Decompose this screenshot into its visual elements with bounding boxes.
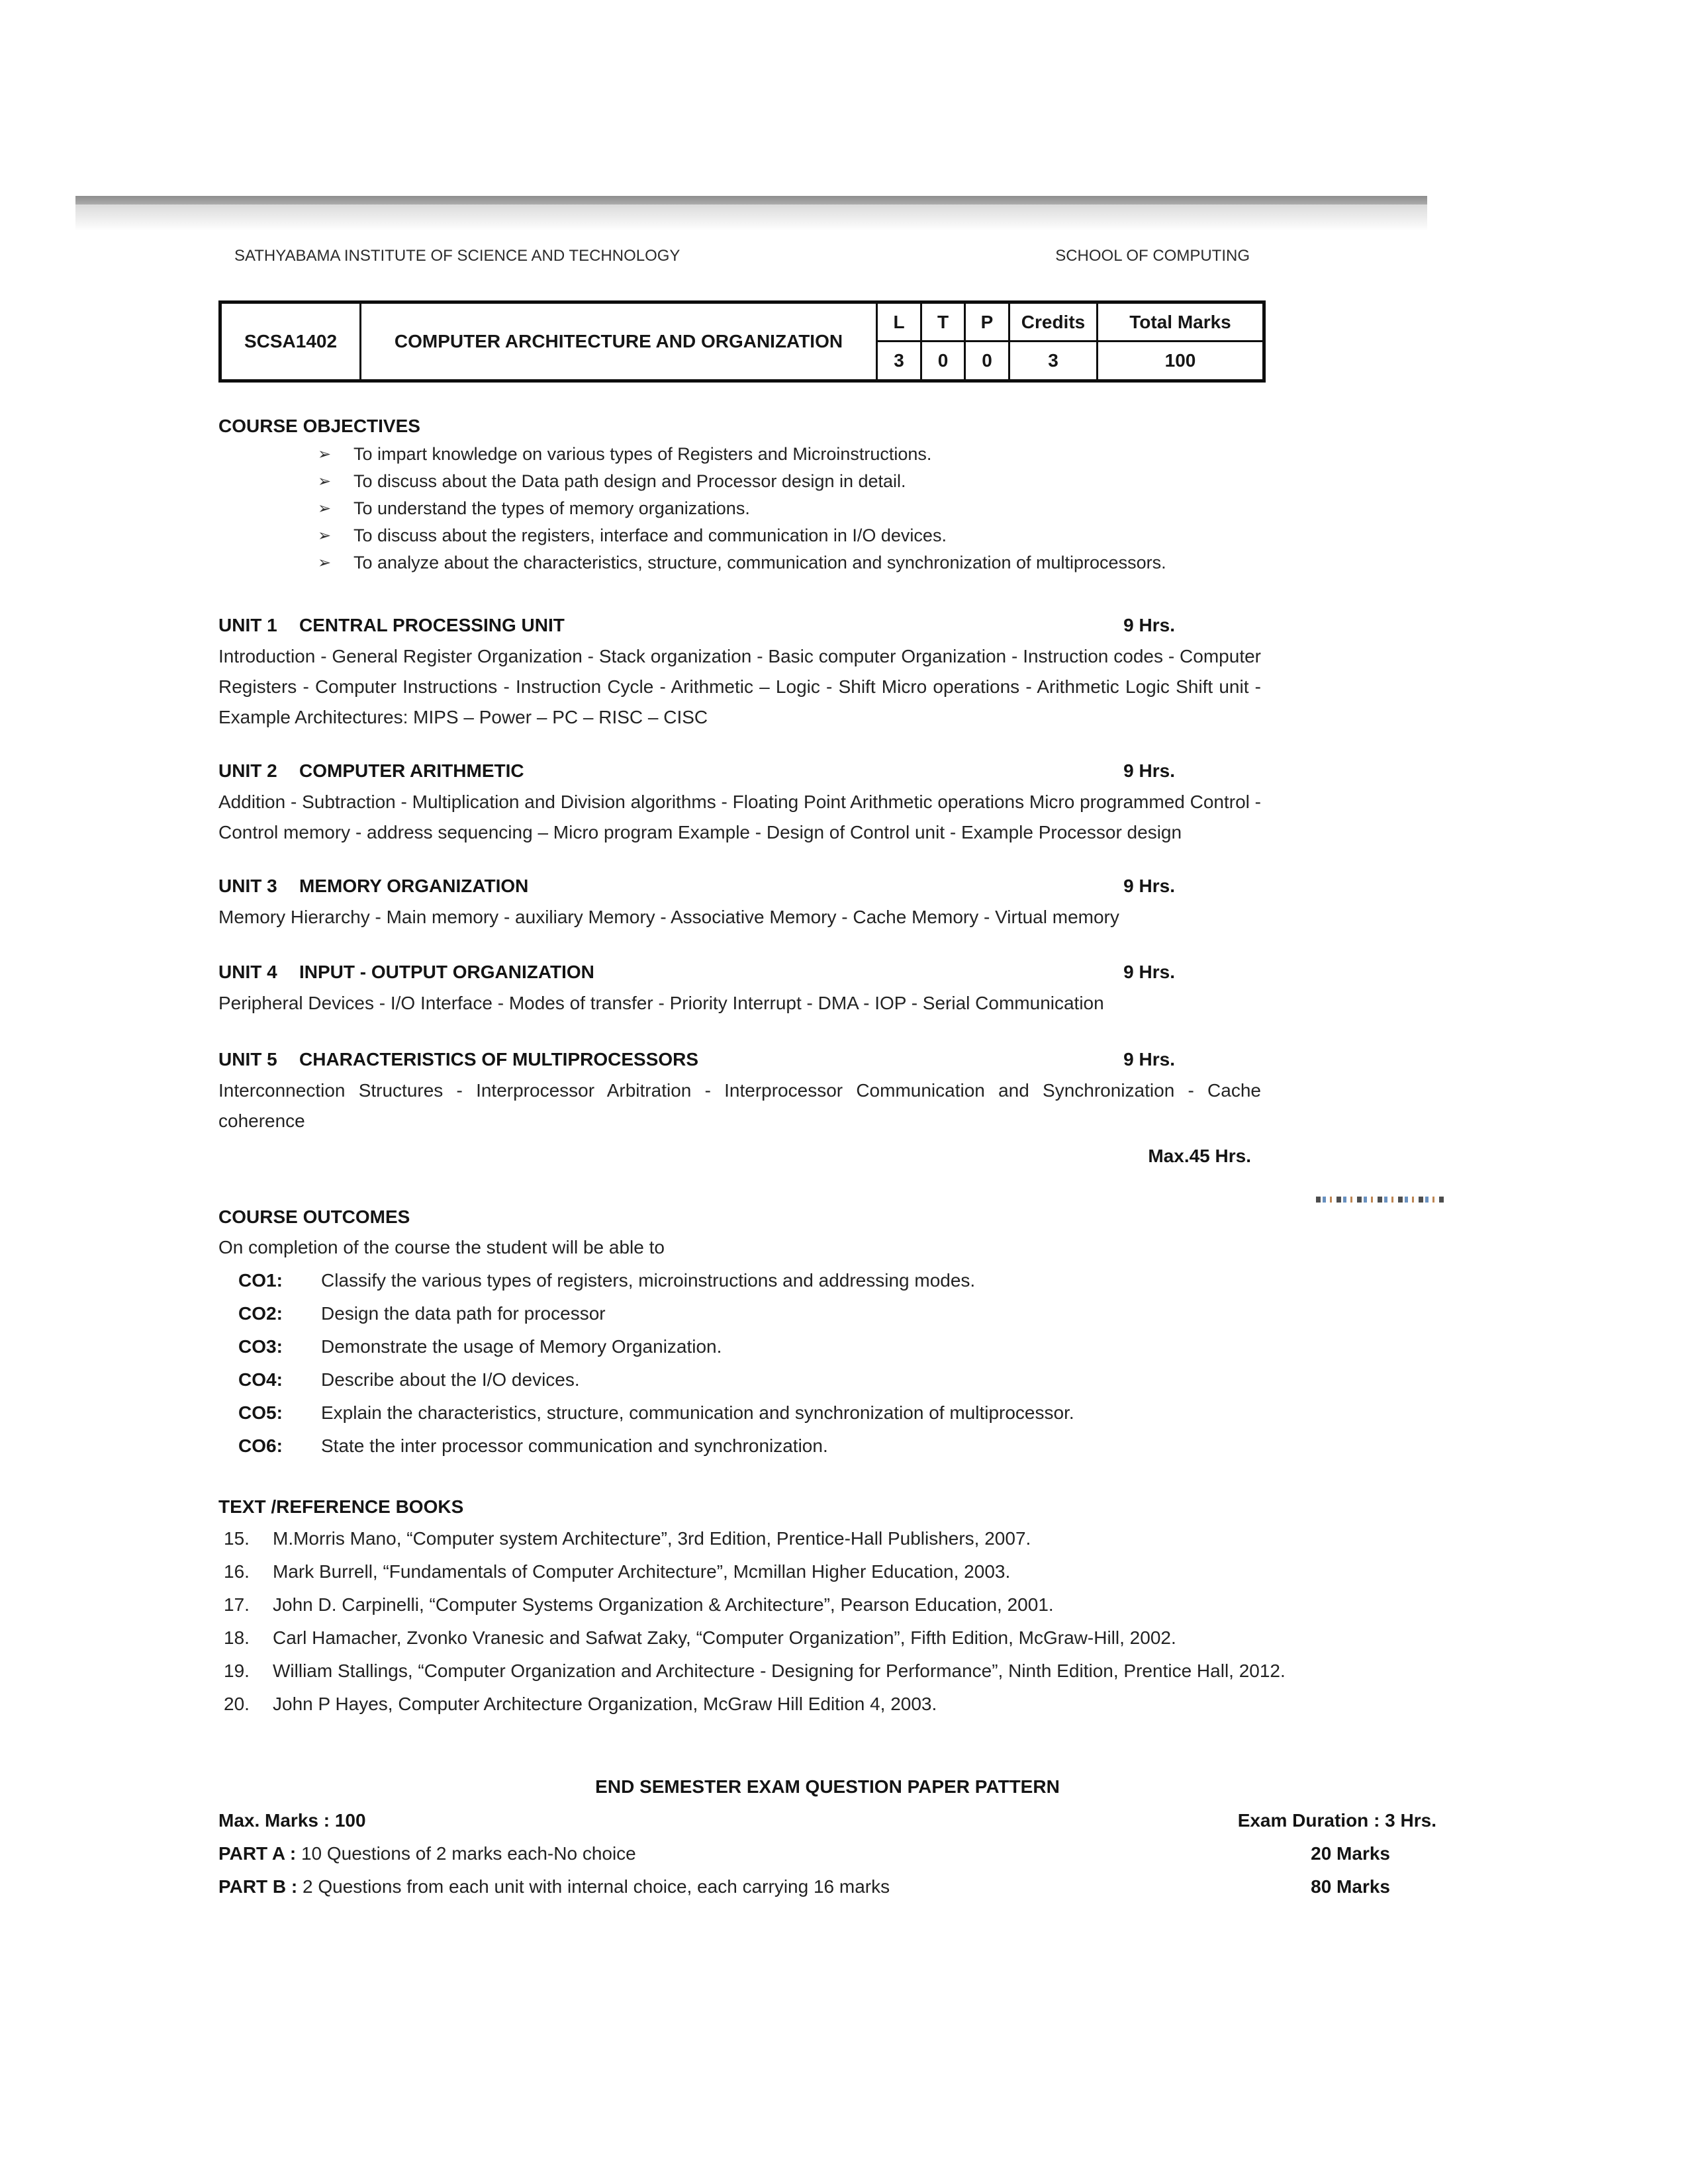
objective-item <box>218 468 1436 495</box>
outcome-text: Demonstrate the usage of Memory Organization. <box>321 1336 722 1357</box>
book-citation: Carl Hamacher, Zvonko Vranesic and Safwat Zaky, “Computer Organization”, Fifth Edition, McGraw-Hill, 2002. <box>273 1627 1176 1648</box>
unit-1-section <box>218 614 1261 733</box>
course-outcomes-list <box>218 1269 1436 1458</box>
unit-3-description: Memory Hierarchy - Main memory - auxiliary Memory - Associative Memory - Cache Memory - Virtual memory <box>218 907 1119 927</box>
unit-5-description: Interconnection Structures - Interprocessor Arbitration - Interprocessor Communication and Synchronization - Cache coherence <box>218 1080 1261 1131</box>
book-item <box>218 1593 1446 1617</box>
outcome-row <box>218 1368 1436 1392</box>
unit-5-heading <box>218 1048 1261 1071</box>
course-info-table <box>218 300 1266 383</box>
objective-text: To analyze about the characteristics, structure, communication and synchronization of multiprocessors. <box>353 553 1166 572</box>
unit-2-hours: 9 Hrs. <box>1123 760 1175 781</box>
unit-3-heading <box>218 874 1261 898</box>
objective-item <box>218 549 1436 576</box>
book-citation: John P Hayes, Computer Architecture Organization, McGraw Hill Edition 4, 2003. <box>273 1694 937 1714</box>
unit-4-description: Peripheral Devices - I/O Interface - Modes of transfer - Priority Interrupt - DMA - IOP - Serial Communication <box>218 993 1104 1013</box>
outcome-row <box>218 1302 1436 1326</box>
outcome-text: Classify the various types of registers, microinstructions and addressing modes. <box>321 1270 976 1291</box>
unit-2-label: UNIT 2 <box>218 760 277 781</box>
outcome-row <box>218 1335 1436 1359</box>
outcome-label: CO4: <box>238 1369 283 1390</box>
col-header-credits: Credits <box>1009 302 1098 341</box>
arrow-bullet-icon: ➢ <box>318 527 332 545</box>
course-objectives-heading: COURSE OBJECTIVES <box>218 416 420 436</box>
unit-1-description: Introduction - General Register Organization - Stack organization - Basic computer Organization - Instruction codes - Computer Registers - Computer Instructions - Instruction Cycle - Arithmetic – Logic - Shift Micro operations - Arithmetic Logic Shift unit - Example Architectures: MIPS – Power – PC – RISC – CISC <box>218 646 1261 727</box>
unit-3-title: MEMORY ORGANIZATION <box>299 876 529 896</box>
outcome-row <box>218 1401 1436 1425</box>
scan-artifact-line <box>1316 1197 1446 1203</box>
document-header <box>218 246 1261 266</box>
part-a-line <box>218 1842 636 1866</box>
unit-2-title: COMPUTER ARITHMETIC <box>299 760 524 781</box>
outcome-label: CO6: <box>238 1435 283 1456</box>
arrow-bullet-icon: ➢ <box>318 445 332 463</box>
book-item <box>218 1692 1446 1716</box>
objective-item <box>218 522 1436 549</box>
exam-max-marks: Max. Marks : 100 <box>218 1810 366 1831</box>
unit-4-section <box>218 960 1261 1019</box>
course-outcomes-intro: On completion of the course the student will be able to <box>218 1237 665 1257</box>
objective-text: To impart knowledge on various types of Registers and Microinstructions. <box>353 444 932 464</box>
book-number: 16. <box>224 1561 250 1582</box>
unit-1-title: CENTRAL PROCESSING UNIT <box>299 615 565 635</box>
outcome-text: Design the data path for processor <box>321 1303 606 1324</box>
arrow-bullet-icon: ➢ <box>318 554 332 572</box>
value-l: 3 <box>877 341 921 381</box>
max-hours-total: Max.45 Hrs. <box>1148 1146 1251 1166</box>
col-header-l: L <box>877 302 921 341</box>
book-item <box>218 1659 1446 1683</box>
page-top-divider <box>75 196 1427 205</box>
unit-2-heading <box>218 759 1261 783</box>
exam-pattern-section <box>218 1776 1436 1899</box>
objective-item <box>218 441 1436 468</box>
exam-part-b-row <box>218 1875 1436 1899</box>
course-outcomes-heading: COURSE OUTCOMES <box>218 1206 410 1227</box>
unit-5-hours: 9 Hrs. <box>1123 1049 1175 1069</box>
book-number: 18. <box>224 1627 250 1648</box>
objective-item <box>218 495 1436 522</box>
part-b-line <box>218 1875 890 1899</box>
outcome-text: State the inter processor communication and synchronization. <box>321 1435 828 1456</box>
outcome-text: Describe about the I/O devices. <box>321 1369 580 1390</box>
book-citation: Mark Burrell, “Fundamentals of Computer Architecture”, Mcmillan Higher Education, 2003. <box>273 1561 1011 1582</box>
unit-5-section <box>218 1048 1261 1136</box>
institute-name: SATHYABAMA INSTITUTE OF SCIENCE AND TECHNOLOGY <box>234 247 680 265</box>
unit-1-hours: 9 Hrs. <box>1123 615 1175 635</box>
value-t: 0 <box>921 341 965 381</box>
part-b-description: 2 Questions from each unit with internal choice, each carrying 16 marks <box>303 1876 890 1897</box>
col-header-t: T <box>921 302 965 341</box>
unit-1-heading <box>218 614 1261 637</box>
book-citation: John D. Carpinelli, “Computer Systems Organization & Architecture”, Pearson Education, 2001. <box>273 1594 1054 1615</box>
book-item <box>218 1560 1446 1584</box>
book-item <box>218 1626 1446 1650</box>
value-credits: 3 <box>1009 341 1098 381</box>
outcome-row <box>218 1269 1436 1293</box>
part-a-label: PART A : <box>218 1843 301 1864</box>
book-citation: William Stallings, “Computer Organization and Architecture - Designing for Performance”, Ninth Edition, Prentice Hall, 2012. <box>273 1661 1286 1681</box>
book-item <box>218 1527 1446 1551</box>
part-b-label: PART B : <box>218 1876 303 1897</box>
book-number: 15. <box>224 1528 250 1549</box>
book-number: 20. <box>224 1694 250 1714</box>
part-a-marks: 20 Marks <box>1311 1843 1390 1864</box>
unit-5-label: UNIT 5 <box>218 1049 277 1069</box>
objective-text: To discuss about the registers, interface and communication in I/O devices. <box>353 525 947 545</box>
unit-3-section <box>218 874 1261 933</box>
exam-duration: Exam Duration : 3 Hrs. <box>1237 1810 1436 1831</box>
unit-5-title: CHARACTERISTICS OF MULTIPROCESSORS <box>299 1049 699 1069</box>
unit-4-label: UNIT 4 <box>218 962 277 982</box>
book-number: 17. <box>224 1594 250 1615</box>
reference-books-list <box>218 1527 1446 1716</box>
part-a-description: 10 Questions of 2 marks each-No choice <box>301 1843 636 1864</box>
outcome-label: CO3: <box>238 1336 283 1357</box>
outcome-text: Explain the characteristics, structure, communication and synchronization of multiprocessor. <box>321 1402 1074 1423</box>
unit-2-description: Addition - Subtraction - Multiplication and Division algorithms - Floating Point Arithmetic operations Micro programmed Control - Control memory - address sequencing – Micro program Example - Design of Control unit - Example Processor design <box>218 792 1261 842</box>
outcome-label: CO5: <box>238 1402 283 1423</box>
book-citation: M.Morris Mano, “Computer system Architecture”, 3rd Edition, Prentice-Hall Publishers, 2007. <box>273 1528 1031 1549</box>
arrow-bullet-icon: ➢ <box>318 473 332 490</box>
outcome-row <box>218 1434 1436 1458</box>
course-objectives-list <box>218 441 1436 576</box>
value-total-marks: 100 <box>1098 341 1264 381</box>
exam-part-a-row <box>218 1842 1436 1866</box>
unit-4-hours: 9 Hrs. <box>1123 962 1175 982</box>
col-header-total-marks: Total Marks <box>1098 302 1264 341</box>
school-name: SCHOOL OF COMPUTING <box>1055 247 1250 265</box>
unit-4-title: INPUT - OUTPUT ORGANIZATION <box>299 962 594 982</box>
unit-4-heading <box>218 960 1261 984</box>
value-p: 0 <box>965 341 1009 381</box>
outcome-label: CO1: <box>238 1270 283 1291</box>
unit-2-section <box>218 759 1261 848</box>
book-number: 19. <box>224 1661 250 1681</box>
exam-pattern-title: END SEMESTER EXAM QUESTION PAPER PATTERN <box>595 1776 1060 1797</box>
unit-1-label: UNIT 1 <box>218 615 277 635</box>
col-header-p: P <box>965 302 1009 341</box>
objective-text: To discuss about the Data path design and Processor design in detail. <box>353 471 906 491</box>
arrow-bullet-icon: ➢ <box>318 500 332 518</box>
page-content <box>218 246 1436 1899</box>
course-code: SCSA1402 <box>220 302 361 381</box>
unit-3-hours: 9 Hrs. <box>1123 876 1175 896</box>
part-b-marks: 80 Marks <box>1311 1876 1390 1897</box>
unit-3-label: UNIT 3 <box>218 876 277 896</box>
objective-text: To understand the types of memory organizations. <box>353 498 750 518</box>
course-title: COMPUTER ARCHITECTURE AND ORGANIZATION <box>361 302 877 381</box>
page-top-divider-fade <box>75 205 1427 231</box>
exam-marks-duration-row <box>218 1809 1436 1833</box>
outcome-label: CO2: <box>238 1303 283 1324</box>
reference-books-heading: TEXT /REFERENCE BOOKS <box>218 1496 464 1517</box>
